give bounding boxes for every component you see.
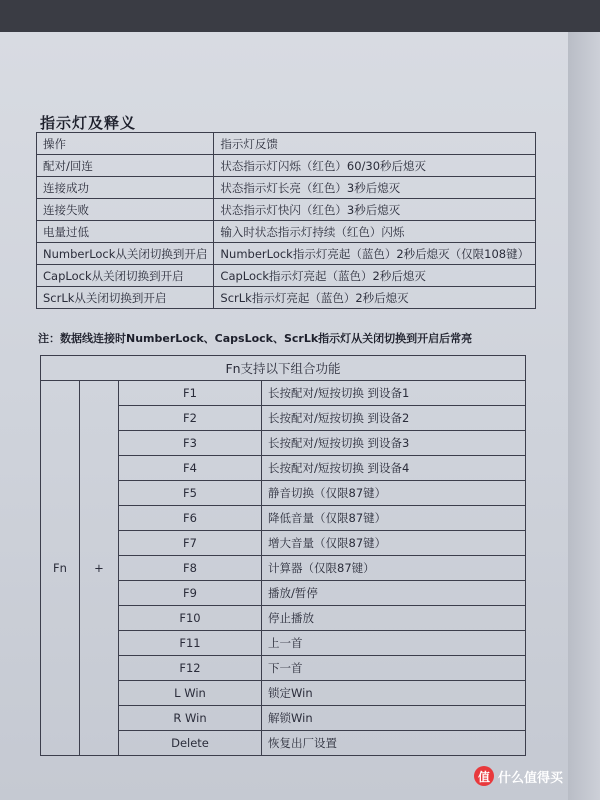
- function-cell: 恢复出厂设置: [262, 731, 526, 756]
- feedback-cell: 输入时状态指示灯持续（红色）闪烁: [214, 221, 536, 243]
- operation-cell: 配对/回连: [37, 155, 214, 177]
- feedback-cell: ScrLk指示灯亮起（蓝色）2秒后熄灭: [214, 287, 536, 309]
- note-text: 注：数据线连接时NumberLock、CapsLock、ScrLk指示灯从关闭切换到开启后常亮: [38, 332, 473, 345]
- key-cell: F9: [119, 581, 262, 606]
- operation-cell: 操作: [37, 133, 214, 155]
- watermark-badge: 值: [474, 766, 494, 786]
- feedback-cell: 状态指示灯长亮（红色）3秒后熄灭: [214, 177, 536, 199]
- key-cell: F3: [119, 431, 262, 456]
- operation-cell: 连接成功: [37, 177, 214, 199]
- function-cell: 上一首: [262, 631, 526, 656]
- key-cell: F8: [119, 556, 262, 581]
- key-cell: F7: [119, 531, 262, 556]
- function-cell: 计算器（仅限87键）: [262, 556, 526, 581]
- key-cell: L Win: [119, 681, 262, 706]
- key-cell: F2: [119, 406, 262, 431]
- operation-cell: 电量过低: [37, 221, 214, 243]
- operation-cell: 连接失败: [37, 199, 214, 221]
- table-row: [37, 287, 536, 309]
- key-cell: F12: [119, 656, 262, 681]
- operation-cell: NumberLock从关闭切换到开启: [37, 243, 214, 265]
- feedback-cell: CapLock指示灯亮起（蓝色）2秒后熄灭: [214, 265, 536, 287]
- key-cell: F11: [119, 631, 262, 656]
- function-cell: 长按配对/短按切换 到设备3: [262, 431, 526, 456]
- key-cell: F1: [119, 381, 262, 406]
- key-cell: F4: [119, 456, 262, 481]
- feedback-cell: NumberLock指示灯亮起（蓝色）2秒后熄灭（仅限108键）: [214, 243, 536, 265]
- plus-cell: +: [80, 381, 119, 756]
- table-row: [37, 177, 536, 199]
- function-cell: 长按配对/短按切换 到设备1: [262, 381, 526, 406]
- feedback-cell: 指示灯反馈: [214, 133, 536, 155]
- watermark-text: 什么值得买: [498, 770, 564, 786]
- feedback-cell: 状态指示灯快闪（红色）3秒后熄灭: [214, 199, 536, 221]
- table-row: [37, 265, 536, 287]
- operation-cell: ScrLk从关闭切换到开启: [37, 287, 214, 309]
- fn-key-cell: Fn: [41, 381, 80, 756]
- function-cell: 停止播放: [262, 606, 526, 631]
- adjacent-page-edge: [568, 32, 600, 800]
- function-cell: 增大音量（仅限87键）: [262, 531, 526, 556]
- function-cell: 降低音量（仅限87键）: [262, 506, 526, 531]
- key-cell: Delete: [119, 731, 262, 756]
- operation-cell: CapLock从关闭切换到开启: [37, 265, 214, 287]
- indicator-table: [36, 132, 536, 309]
- section-title: 指示灯及释义: [40, 114, 137, 132]
- key-cell: F5: [119, 481, 262, 506]
- function-cell: 长按配对/短按切换 到设备4: [262, 456, 526, 481]
- watermark-logo: [474, 766, 563, 786]
- fn-title-row: [41, 356, 526, 381]
- function-cell: 静音切换（仅限87键）: [262, 481, 526, 506]
- function-cell: 长按配对/短按切换 到设备2: [262, 406, 526, 431]
- table-row: [41, 381, 526, 406]
- fn-combo-table: [40, 355, 526, 756]
- function-cell: 锁定Win: [262, 681, 526, 706]
- table-header-row: [37, 133, 536, 155]
- table-row: [37, 221, 536, 243]
- table-row: [37, 243, 536, 265]
- function-cell: 下一首: [262, 656, 526, 681]
- key-cell: F10: [119, 606, 262, 631]
- key-cell: F6: [119, 506, 262, 531]
- key-cell: R Win: [119, 706, 262, 731]
- function-cell: 播放/暂停: [262, 581, 526, 606]
- fn-title: Fn支持以下组合功能: [41, 356, 526, 381]
- table-row: [37, 155, 536, 177]
- function-cell: 解锁Win: [262, 706, 526, 731]
- feedback-cell: 状态指示灯闪烁（红色）60/30秒后熄灭: [214, 155, 536, 177]
- table-row: [37, 199, 536, 221]
